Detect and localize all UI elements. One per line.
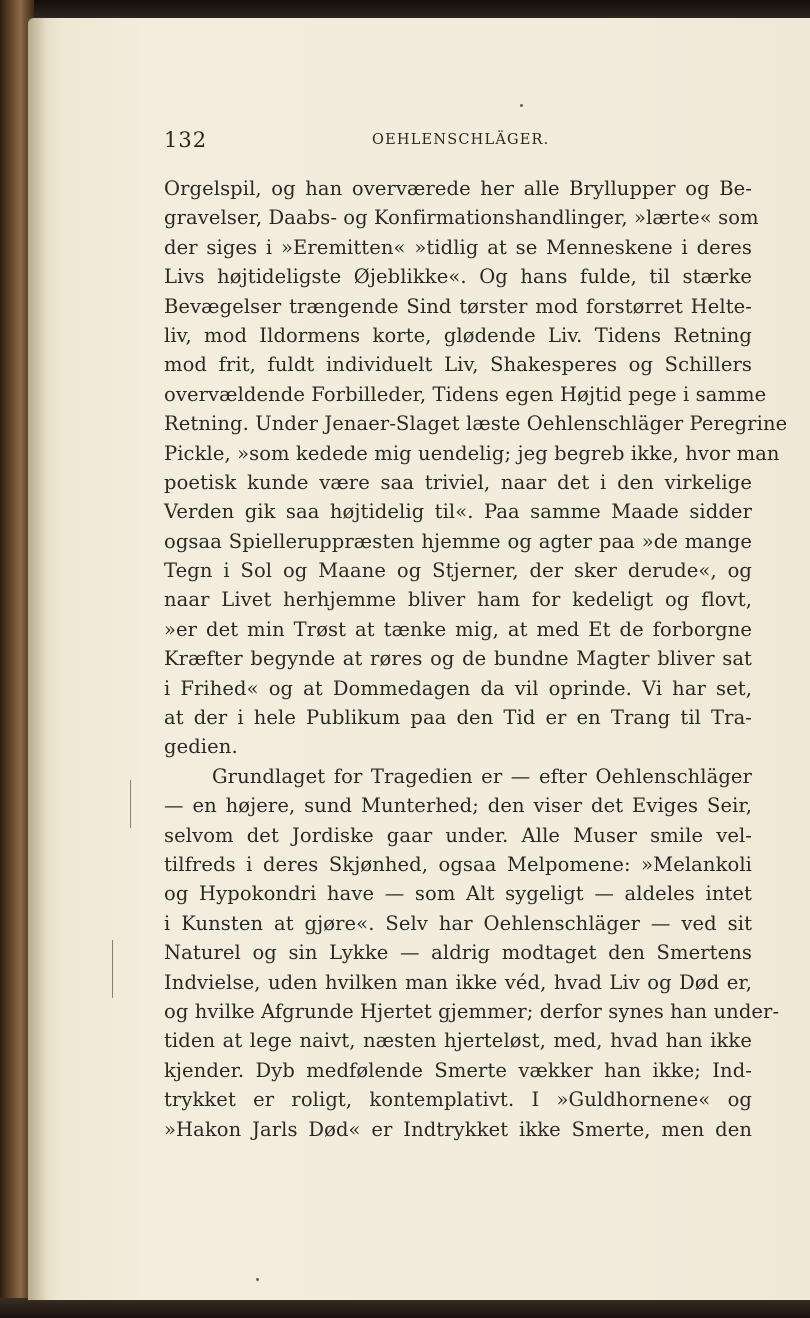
paper-fleck — [520, 104, 523, 107]
text-line: gedien. — [164, 735, 238, 759]
running-title: OEHLENSCHLÄGER. — [372, 132, 550, 148]
text-line: Bevægelser trængende Sind tørster mod forstørret Helte- — [164, 294, 752, 318]
text-line: der siges i »Eremitten« »tidlig at se Menneskene i deres — [164, 235, 752, 259]
book-bottom-edge — [0, 1298, 810, 1318]
text-line: overvældende Forbilleder, Tidens egen Højtid pege i samme — [164, 382, 767, 406]
gutter-shadow — [28, 18, 46, 1300]
text-line: Kræfter begynde at røres og de bundne Magter bliver sat — [164, 647, 752, 671]
pencil-margin-mark — [130, 780, 131, 828]
text-line: i Frihed« og at Dommedagen da vil oprinde. Vi har set, — [164, 676, 752, 700]
text-line: tilfreds i deres Skjønhed, ogsaa Melpomene: »Melankoli — [164, 852, 752, 876]
text-line: Indvielse, uden hvilken man ikke véd, hvad Liv og Død er, — [164, 970, 752, 994]
pencil-margin-mark — [112, 940, 113, 998]
text-line: Livs højtideligste Øjeblikke«. Og hans fulde, til stærke — [164, 265, 752, 289]
text-line: og Hypokondri have — som Alt sygeligt — aldeles intet — [164, 882, 752, 906]
text-line: liv, mod Ildormens korte, glødende Liv. Tidens Retning — [164, 323, 752, 347]
text-line: Orgelspil, og han overværede her alle Bryllupper og Be- — [164, 177, 752, 200]
text-line: og hvilke Afgrunde Hjertet gjemmer; derfor synes han under- — [164, 999, 780, 1023]
text-line: i Kunsten at gjøre«. Selv har Oehlenschläger — ved sit — [164, 911, 752, 935]
text-line: »er det min Trøst at tænke mig, at med Et de forborgne — [164, 617, 752, 641]
paper-fleck — [256, 1278, 259, 1281]
text-body — [164, 174, 788, 1144]
text-line: kjender. Dyb medfølende Smerte vækker han ikke; Ind- — [164, 1058, 752, 1082]
text-line: mod frit, fuldt individuelt Liv, Shakesperes og Schillers — [164, 353, 752, 377]
text-line: at der i hele Publikum paa den Tid er en Trang til Tra- — [164, 706, 752, 730]
paragraph-first-line: Grundlaget for Tragedien er — efter Oehlenschläger — [212, 764, 752, 788]
text-line: Retning. Under Jenaer-Slaget læste Oehlenschläger Peregrine — [164, 412, 788, 436]
page-number: 132 — [164, 128, 208, 152]
text-line: naar Livet herhjemme bliver ham for kedeligt og flovt, — [164, 588, 752, 612]
text-line: poetisk kunde være saa triviel, naar det i den virkelige — [164, 470, 752, 494]
text-line: Naturel og sin Lykke — aldrig modtaget den Smertens — [164, 941, 752, 965]
text-line: — en højere, sund Munterhed; den viser det Eviges Seir, — [164, 794, 752, 818]
running-head — [164, 128, 564, 158]
text-line: Verden gik saa højtidelig til«. Paa samme Maade sidder — [164, 500, 752, 524]
text-line: Tegn i Sol og Maane og Stjerner, der sker derude«, og — [164, 559, 752, 583]
text-line: selvom det Jordiske gaar under. Alle Muser smile vel- — [164, 823, 752, 847]
text-line: tiden at lege naivt, næsten hjerteløst, med, hvad han ikke — [164, 1029, 752, 1053]
text-line: »Hakon Jarls Død« er Indtrykket ikke Smerte, men den — [164, 1117, 752, 1141]
text-line: trykket er roligt, kontemplativt. I »Guldhornene« og — [164, 1088, 752, 1112]
text-line: gravelser, Daabs- og Konfirmationshandlinger, »lærte« som — [164, 206, 759, 230]
text-line: Pickle, »som kedede mig uendelig; jeg begreb ikke, hvor man — [164, 441, 780, 465]
text-line: ogsaa Spielleruppræsten hjemme og agter paa »de mange — [164, 529, 752, 553]
